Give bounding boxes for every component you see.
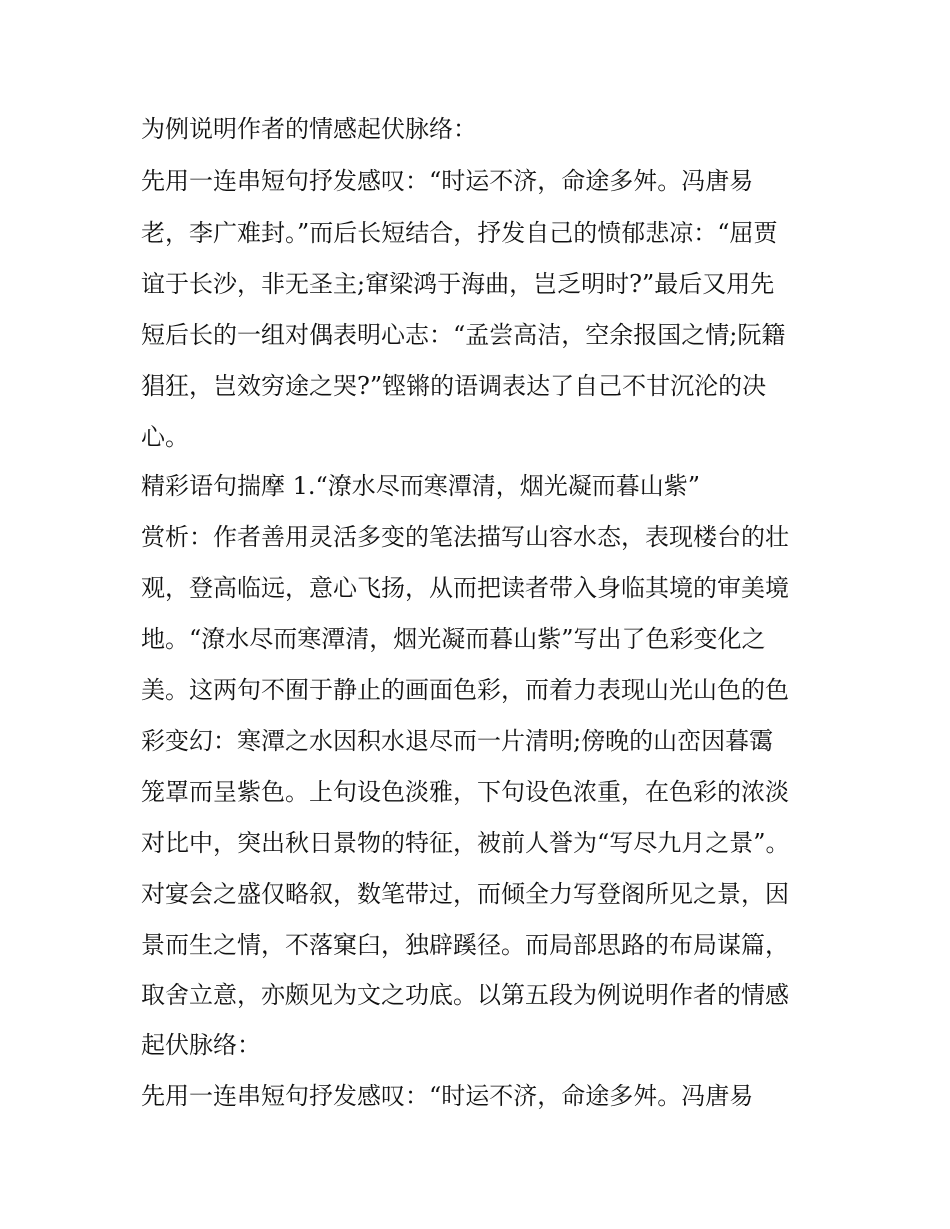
text-line: 美。这两句不囿于静止的画面色彩，而着力表现山光山色的色 (141, 676, 789, 704)
text-line: 地。“潦水尽而寒潭清，烟光凝而暮山紫”写出了色彩变化之 (141, 625, 766, 653)
text-line: 起伏脉络： (141, 1031, 261, 1059)
text-line: 观，登高临远，意心飞扬，从而把读者带入身临其境的审美境 (141, 574, 789, 602)
section-heading: 精彩语句揣摩 1.“潦水尽而寒潭清，烟光凝而暮山紫” (141, 472, 701, 500)
text-line: 对宴会之盛仅略叙，数笔带过，而倾全力写登阁所见之景，因 (141, 880, 789, 908)
text-line: 取舍立意，亦颇见为文之功底。以第五段为例说明作者的情感 (141, 981, 789, 1009)
text-line: 景而生之情，不落窠臼，独辟蹊径。而局部思路的布局谋篇， (141, 931, 789, 959)
text-line: 谊于长沙，非无圣主;窜梁鸿于海曲，岂乏明时?”最后又用先 (141, 270, 775, 298)
text-line: 猖狂，岂效穷途之哭?”铿锵的语调表达了自己不甘沉沦的决 (141, 372, 767, 400)
text-line: 赏析：作者善用灵活多变的笔法描写山容水态，表现楼台的壮 (141, 523, 789, 551)
text-line: 对比中，突出秋日景物的特征，被前人誉为“写尽九月之景”。 (141, 829, 790, 857)
text-line: 心。 (141, 423, 189, 451)
text-line: 老，李广难封。”而后长短结合，抒发自己的愤郁悲凉：“屈贾 (141, 219, 778, 247)
text-line: 为例说明作者的情感起伏脉络： (141, 115, 477, 143)
text-line: 彩变幻：寒潭之水因积水退尽而一片清明;傍晚的山峦因暮霭 (141, 727, 774, 755)
text-line: 先用一连串短句抒发感叹：“时运不济，命途多舛。冯唐易 (141, 167, 754, 195)
text-line: 笼罩而呈紫色。上句设色淡雅，下句设色浓重，在色彩的浓淡 (141, 778, 789, 806)
text-line: 短后长的一组对偶表明心志：“孟尝高洁，空余报国之情;阮籍 (141, 321, 786, 349)
text-line: 先用一连串短句抒发感叹：“时运不济，命途多舛。冯唐易 (141, 1082, 754, 1110)
